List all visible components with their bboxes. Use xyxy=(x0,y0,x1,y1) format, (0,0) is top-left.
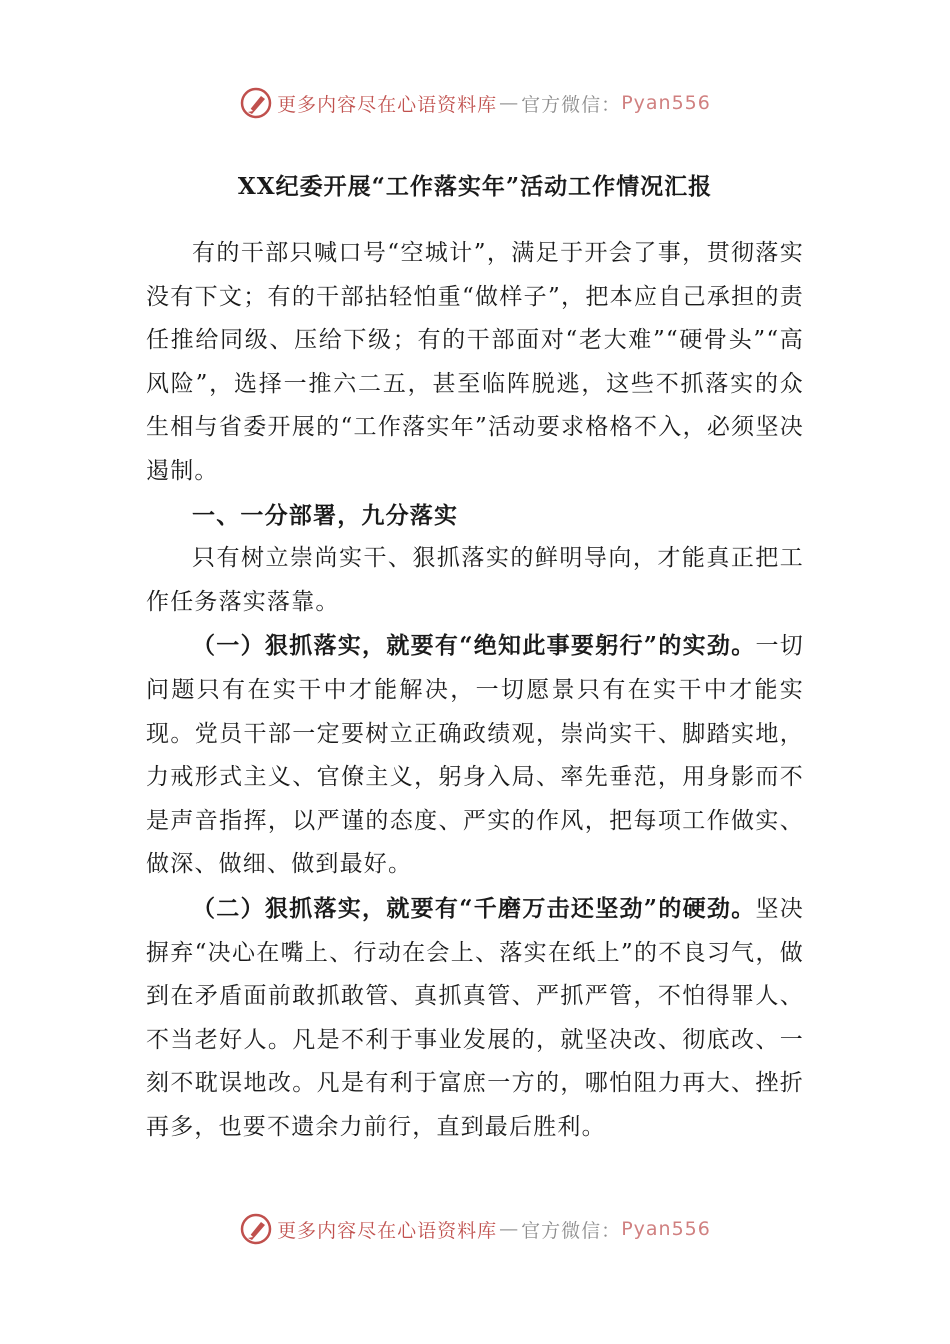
watermark-wechat-id: Pyan556 xyxy=(621,92,711,114)
subsection1-paragraph xyxy=(146,624,804,887)
watermark-library-text: 更多内容尽在心语资料库 xyxy=(277,93,498,116)
document-title: XX纪委开展“工作落实年”活动工作情况汇报 xyxy=(237,173,713,200)
intro-paragraph: 有的干部只喊口号“空城计”，满足于开会了事，贯彻落实没有下文；有的干部拈轻怕重“做样子”，把本应自己承担的责任推给同级、压给下级；有的干部面对“老大难”“硬骨头”“高风险”，选择一推六二五，甚至临阵脱逃，这些不抓落实的众生相与省委开展的“工作落实年”活动要求格格不入，必须坚决遏制。 xyxy=(146,240,804,484)
watermark-library-text: 更多内容尽在心语资料库 xyxy=(277,1219,498,1242)
document-body xyxy=(146,232,804,1149)
subsection2-heading: （二）狠抓落实，就要有“千磨万击还坚劲”的硬劲。 xyxy=(192,894,756,922)
subsection1-body: 一切问题只有在实干中才能解决，一切愿景只有在实干中才能实现。党员干部一定要树立正确政绩观，崇尚实干、脚踏实地，力戒形式主义、官僚主义，躬身入局、率先垂范，用身影而不是声音指挥，以严谨的态度、严实的作风，把每项工作做实、做深、做细、做到最好。 xyxy=(146,633,804,878)
section1-heading: 一、一分部署，九分落实 xyxy=(192,501,459,529)
watermark-wechat-id: Pyan556 xyxy=(621,1218,711,1240)
watermark-dash: — xyxy=(499,1218,520,1240)
header-watermark xyxy=(0,86,950,120)
subsection2-body: 坚决摒弃“决心在嘴上、行动在会上、落实在纸上”的不良习气，做到在矛盾面前敢抓敢管、真抓真管、严抓严管，不怕得罪人、不当老好人。凡是不利于事业发展的，就坚决改、彻底改、一刻不耽误地改。凡是有利于富庶一方的，哪怕阻力再大、挫折再多，也要不遗余力前行，直到最后胜利。 xyxy=(146,895,804,1140)
subsection1-heading: （一）狠抓落实，就要有“绝知此事要躬行”的实劲。 xyxy=(192,632,756,660)
pen-nib-logo-icon xyxy=(239,86,273,120)
section1-paragraph: 只有树立崇尚实干、狠抓落实的鲜明导向，才能真正把工作任务落实落靠。 xyxy=(146,545,804,615)
watermark-official-text: 官方微信： xyxy=(521,93,622,116)
footer-watermark xyxy=(0,1212,950,1246)
watermark-dash: — xyxy=(499,92,520,114)
watermark-official-text: 官方微信： xyxy=(521,1219,622,1242)
pen-nib-logo-icon xyxy=(239,1212,273,1246)
subsection2-paragraph xyxy=(146,887,804,1150)
